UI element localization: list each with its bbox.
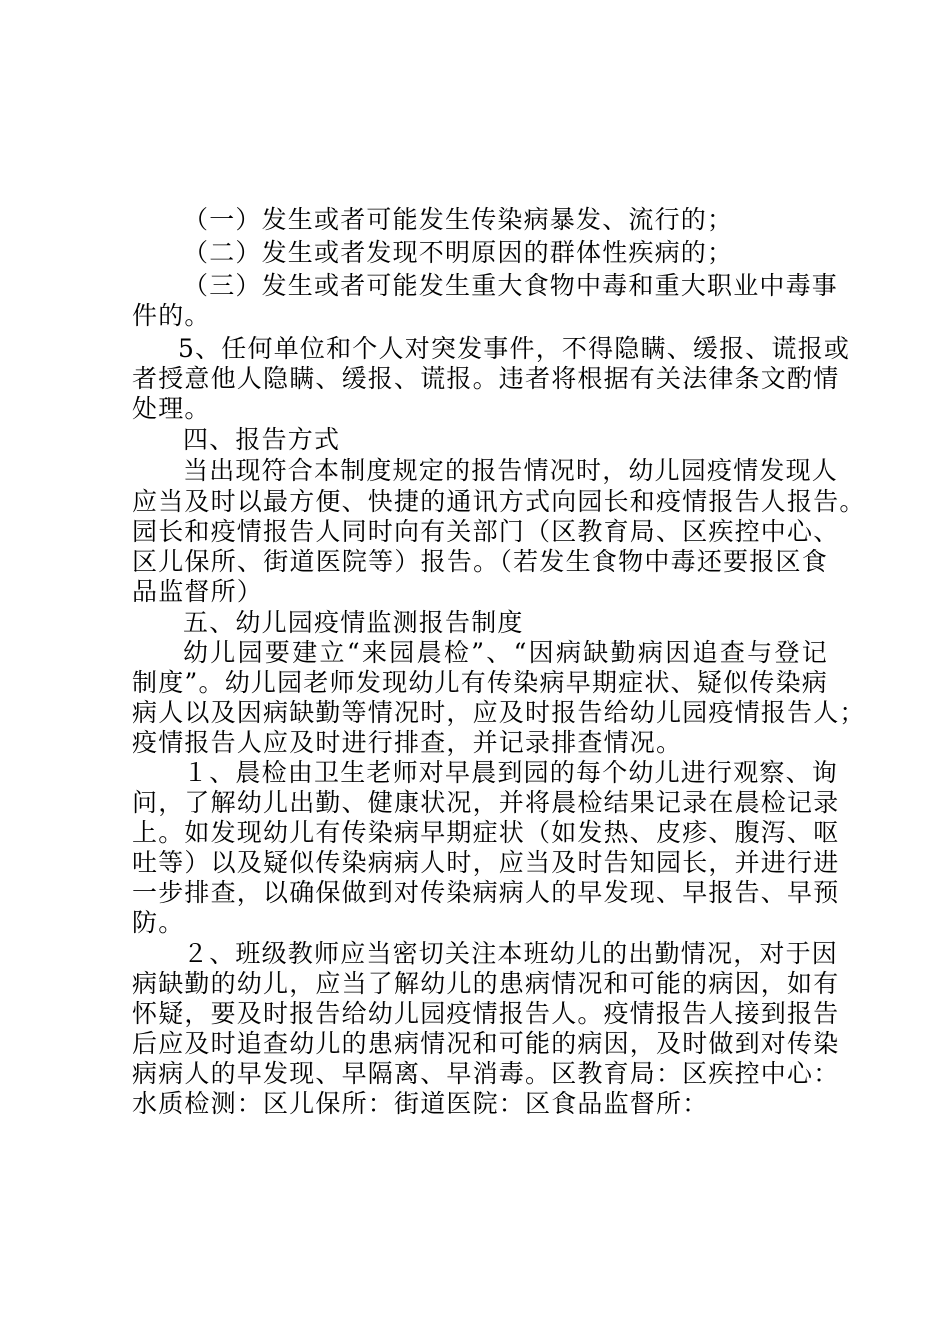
text-line-21: 上。如发现幼儿有传染病早期症状（如发热、皮疹、腹泻、呕 (132, 818, 840, 847)
text-line-27: 怀疑，要及时报告给幼儿园疫情报告人。疫情报告人接到报告 (132, 999, 840, 1028)
text-line-11: 园长和疫情报告人同时向有关部门（区教育局、区疾控中心、 (132, 517, 840, 546)
section-heading-four: 四、报告方式 (183, 425, 341, 454)
text-line-23: 一步排查，以确保做到对传染病病人的早发现、早报告、早预 (132, 878, 840, 907)
text-line-25: ２、班级教师应当密切关注本班幼儿的出勤情况，对于因 (183, 939, 839, 968)
text-line-22: 吐等）以及疑似传染病病人时，应当及时告知园长，并进行进 (132, 848, 840, 877)
text-line-13: 品监督所） (132, 577, 264, 606)
text-line-17: 病人以及因病缺勤等情况时，应及时报告给幼儿园疫情报告人； (132, 698, 866, 727)
text-line-30: 水质检测：区儿保所：街道医院：区食品监督所： (132, 1089, 709, 1118)
text-line-10: 应当及时以最方便、快捷的通讯方式向园长和疫情报告人报告。 (132, 487, 866, 516)
text-line-1: （一）发生或者可能发生传染病暴发、流行的； (183, 205, 734, 234)
text-line-2: （二）发生或者发现不明原因的群体性疾病的； (183, 238, 734, 267)
text-line-6: 者授意他人隐瞒、缓报、谎报。违者将根据有关法律条文酌情 (132, 364, 840, 393)
text-line-3: （三）发生或者可能发生重大食物中毒和重大职业中毒事 (183, 271, 839, 300)
text-line-18: 疫情报告人应及时进行排查，并记录排查情况。 (132, 728, 683, 757)
text-line-29: 病病人的早发现、早隔离、早消毒。区教育局：区疾控中心： (132, 1059, 840, 1088)
text-line-12: 区儿保所、街道医院等）报告。（若发生食物中毒还要报区食 (132, 547, 828, 576)
text-line-19: １、晨检由卫生老师对早晨到园的每个幼儿进行观察、询 (183, 758, 839, 787)
text-line-7: 处理。 (132, 394, 211, 423)
text-line-15: 幼儿园要建立“来园晨检”、“因病缺勤病因追查与登记 (183, 638, 828, 667)
text-line-26: 病缺勤的幼儿，应当了解幼儿的患病情况和可能的病因，如有 (132, 969, 840, 998)
text-line-4: 件的。 (132, 301, 211, 330)
text-line-16: 制度”。幼儿园老师发现幼儿有传染病早期症状、疑似传染病 (132, 668, 828, 697)
section-heading-five: 五、幼儿园疫情监测报告制度 (183, 608, 524, 637)
text-line-5: 5、任何单位和个人对突发事件，不得隐瞒、缓报、谎报或 (178, 334, 851, 363)
text-line-24: 防。 (132, 908, 185, 937)
text-line-28: 后应及时追查幼儿的患病情况和可能的病因，及时做到对传染 (132, 1029, 840, 1058)
text-line-20: 问，了解幼儿出勤、健康状况，并将晨检结果记录在晨检记录 (132, 788, 840, 817)
text-line-9: 当出现符合本制度规定的报告情况时，幼儿园疫情发现人 (183, 456, 839, 485)
